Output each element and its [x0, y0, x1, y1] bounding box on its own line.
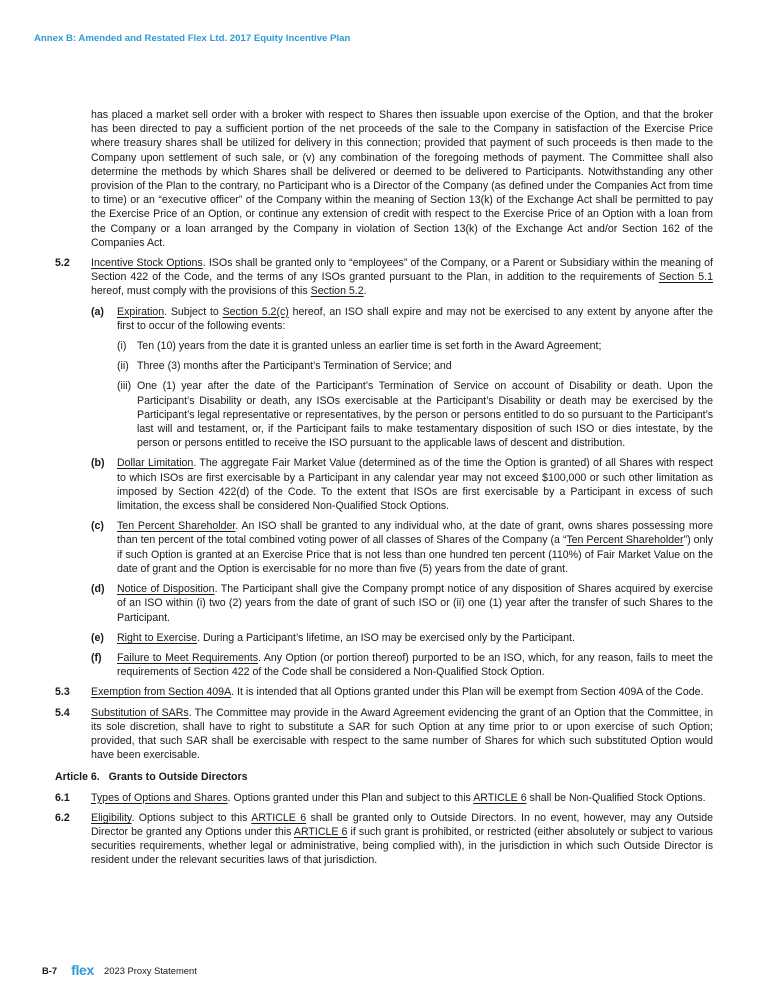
- section-number: 5.4: [55, 706, 70, 719]
- subsection-title: Expiration: [117, 305, 165, 318]
- subsection-c: (c) Ten Percent Shareholder. An ISO shall be granted to any individual who, at the date of grant, owns shares possessing more than ten percent of the total combined voting power of all classes of Shares of the Company (a “Ten Percent Shareholder”) only if such Option is granted at an Exercise Price that is not less than one hundred ten percent (110%) of Fair Market Value on the date of grant and the Option is exercisable for no more than five (5) years from the date of grant.: [91, 520, 714, 575]
- cross-reference[interactable]: ARTICLE 6: [473, 791, 527, 804]
- article-6-heading: Article 6. Grants to Outside Directors: [55, 771, 248, 784]
- cross-reference[interactable]: Section 5.2(c): [222, 305, 289, 318]
- defined-term: Ten Percent Shareholder: [566, 534, 684, 547]
- subsection-title: Failure to Meet Requirements: [117, 651, 258, 664]
- section-number: 6.1: [55, 791, 70, 804]
- section-5-2: 5.2 Incentive Stock Options. ISOs shall be granted only to “employees” of the Company, or a Parent or Subsidiary within the meaning of Section 422 of the Code, and the terms of any ISOs granted pursuant to the Plan, in addition to the requirements of Section 5.1 hereof, must comply with the provisions of this Section 5.2.: [55, 257, 713, 298]
- clause-label: (ii): [117, 360, 129, 373]
- subsection-e: (e) Right to Exercise. During a Participant’s lifetime, an ISO may be exercised only by the Participant.: [91, 631, 575, 644]
- section-title: Incentive Stock Options: [91, 257, 203, 270]
- section-number: 6.2: [55, 811, 70, 824]
- clause-ii: [55, 359, 713, 373]
- section-title: Exemption from Section 409A: [91, 686, 232, 699]
- subsection-title: Notice of Disposition: [117, 583, 215, 596]
- cross-reference[interactable]: ARTICLE 6: [293, 825, 348, 838]
- cross-reference[interactable]: Section 5.2: [310, 285, 364, 298]
- section-5-4: 5.4 Substitution of SARs. The Committee may provide in the Award Agreement evidencing the grant of an Option that the Committee, in its sole discretion, shall have to right to substitute a SAR for such Option at any time prior to or upon exercise of such Option; provided, that such SAR shall be exercisable with respect to the same number of Shares for which such substituted Option would have been exercisable.: [55, 706, 713, 762]
- subsection-label: (a): [91, 305, 104, 318]
- subsection-b: (b) Dollar Limitation. The aggregate Fair Market Value (determined as of the time the Option is granted) of all Shares with respect to which ISOs are first exercisable by a Participant in any calendar year may not exceed $100,000 or such other limitation as imposed by Section 422(d) of the Code. To the extent that ISOs are first exercisable by a Participant in excess of such limitation, the excess shall be considered Non-Qualified Stock Options.: [91, 457, 714, 513]
- continued-paragraph: has placed a market sell order with a broker with respect to Shares then issuable upon exercise of the Option, and that the broker has been directed to pay a sufficient portion of the net proceeds of the sale to the Company in satisfaction of the Exercise Price where treasury shares shall be utilized for delivery in this connection; provided that payment of such proceeds is then made to the Company upon settlement of such sale, or (v) any combination of the foregoing methods of payment. The Committee shall also determine the methods by which Shares shall be delivered or deemed to be delivered to Participants. Notwithstanding any other provision of the Plan to the contrary, no Participant who is a Director of the Company (as defined under the Companies Act from time to time) or an “executive officer” of the Company within the meaning of Section 13(k) of the Exchange Act shall be permitted to pay the Exercise Price of an Option, or continue any extension of credit with respect to the Exercise Price of an Option with a loan from the Company or a loan arranged by the Company in violation of Section 13(k) of the Exchange Act and/or Section 162 of the Companies Act.: [91, 109, 713, 249]
- subsection-d: (d) Notice of Disposition. The Participant shall give the Company prompt notice of any disposition of Shares acquired by exercise of an ISO within (i) two (2) years from the date of grant of such ISO or (ii) one (1) year after the transfer of such Shares to the Participant.: [91, 583, 713, 624]
- section-6-2: 6.2 Eligibility. Options subject to this ARTICLE 6 shall be granted only to Outside Directors. In no event, however, may any Outside Director be granted any Options under this ARTICLE 6 if such grant is prohibited, or restricted (either absolutely or subject to various securities requirements, whether legal or administrative, being complied with), in the jurisdiction in which such Outside Director is resident under the relevant securities laws of that jurisdiction.: [55, 811, 713, 867]
- subsection-title: Dollar Limitation: [117, 457, 194, 470]
- section-5-3: 5.3 Exemption from Section 409A. It is intended that all Options granted under this Plan will be exempt from Section 409A of the Code.: [55, 686, 704, 699]
- subsection-title: Ten Percent Shareholder: [117, 520, 236, 533]
- cross-reference[interactable]: ARTICLE 6: [251, 811, 307, 824]
- clause-text: Ten (10) years from the date it is granted unless an earlier time is set forth in the Award Agreement;: [137, 340, 602, 353]
- clause-i: [55, 339, 713, 353]
- running-header: Annex B: Amended and Restated Flex Ltd. 2017 Equity Incentive Plan: [34, 33, 351, 44]
- subsection-a: (a) Expiration. Subject to Section 5.2(c) hereof, an ISO shall expire and may not be exercised to any extent by anyone after the first to occur of the following events:: [91, 305, 713, 332]
- page-number: B-7: [42, 964, 58, 976]
- subsection-f: (f) Failure to Meet Requirements. Any Option (or portion thereof) purported to be an ISO, which, for any reason, fails to meet the requirements of Section 422 of the Code shall be considered a Non-Qualified Stock Option.: [91, 651, 714, 679]
- cross-reference[interactable]: Section 5.1: [658, 271, 713, 284]
- section-title: Substitution of SARs: [91, 706, 189, 719]
- publication-title: 2023 Proxy Statement: [104, 964, 197, 976]
- subsection-label: (b): [91, 457, 105, 470]
- section-6-1: 6.1 Types of Options and Shares. Options granted under this Plan and subject to this ARTICLE 6 shall be Non-Qualified Stock Options.: [55, 791, 706, 804]
- clause-text: One (1) year after the date of the Participant’s Termination of Service on account of Disability or death. Upon the Participant’s Disability or death, any ISOs exercisable at the Participant’s Disability or death may be exercised by the Participant’s legal representative or representatives, by the person or persons entitled to do so pursuant to the Participant’s last will and testament, or, if the Participant fails to make testamentary disposition of such ISO or dies intestate, by the person or persons entitled to receive the ISO pursuant to the applicable laws of descent and distribution.: [137, 380, 713, 450]
- page-footer: [42, 962, 197, 978]
- section-number: 5.3: [55, 686, 70, 699]
- clause-label: (i): [117, 340, 127, 353]
- subsection-label: (c): [91, 520, 104, 533]
- clause-text: Three (3) months after the Participant’s Termination of Service; and: [137, 360, 452, 373]
- subsection-label: (e): [91, 631, 104, 644]
- section-number: 5.2: [55, 257, 70, 270]
- document-body: [55, 108, 713, 868]
- clause-label: (iii): [117, 380, 132, 393]
- subsection-label: (d): [91, 583, 105, 596]
- subsection-label: (f): [91, 651, 102, 664]
- flex-logo: flex: [71, 962, 95, 978]
- section-title: Types of Options and Shares: [91, 791, 228, 804]
- section-title: Eligibility: [91, 811, 132, 824]
- subsection-title: Right to Exercise: [117, 631, 198, 644]
- clause-iii: [55, 379, 713, 450]
